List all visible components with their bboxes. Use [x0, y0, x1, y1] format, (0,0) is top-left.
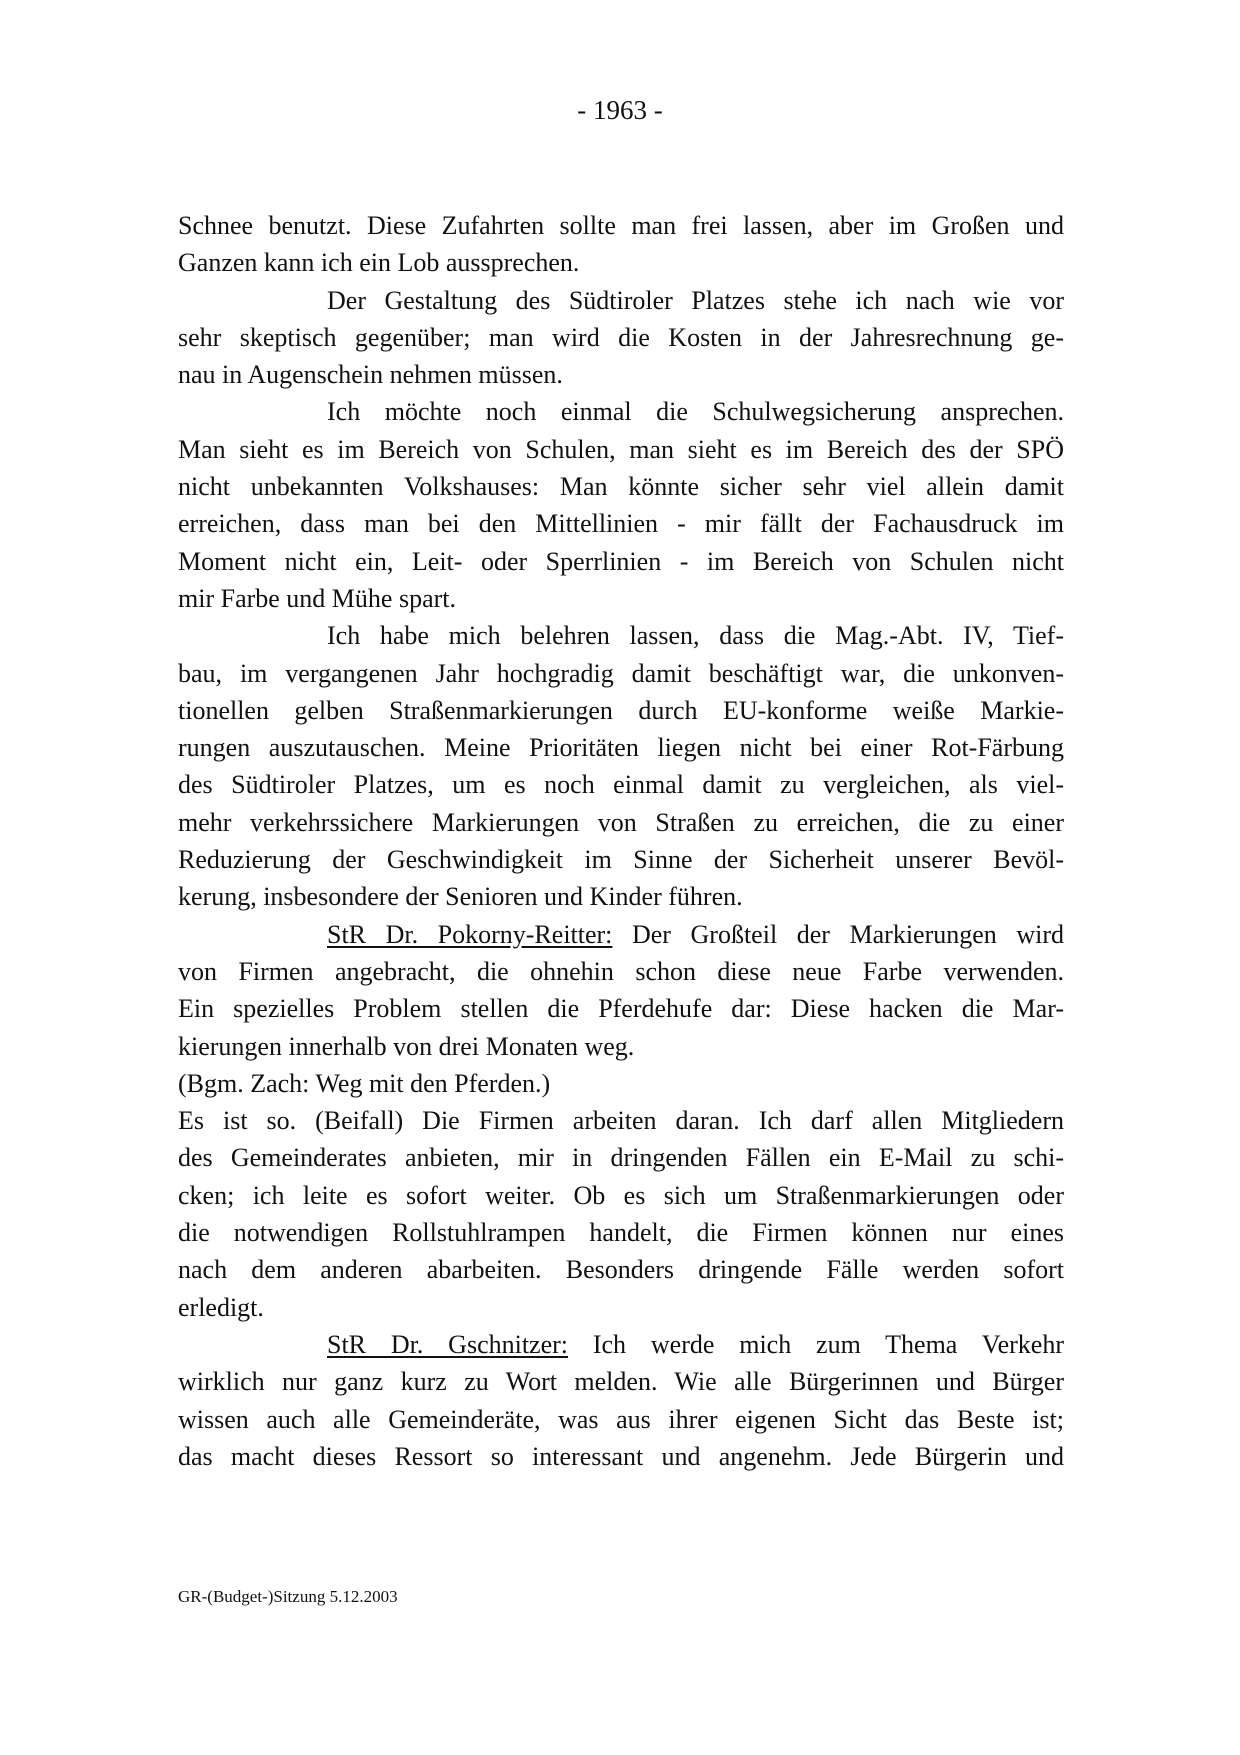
text-line [178, 1326, 1064, 1363]
text-line: tionellen gelben Straßenmarkierungen durch EU-konforme weiße Markie- [178, 695, 1064, 725]
text-line: mehr verkehrssichere Markierungen von Straßen zu erreichen, die zu einer [178, 807, 1064, 837]
text-line [178, 916, 1064, 953]
text-line: Reduzierung der Geschwindigkeit im Sinne der Sicherheit unserer Bevöl- [178, 845, 1064, 875]
speech-text: Der Großteil der Markierungen wird [631, 919, 1064, 949]
text-line: Ich möchte noch einmal die Schulwegsicherung ansprechen. [327, 397, 1064, 427]
text-line: bau, im vergangenen Jahr hochgradig damit beschäftigt war, die unkonven- [178, 658, 1064, 688]
text-line: kerung, insbesondere der Senioren und Kinder führen. [178, 882, 743, 912]
speech-text: Ich werde mich zum Thema Verkehr [592, 1329, 1064, 1359]
text-line: kierungen innerhalb von drei Monaten weg. [178, 1031, 635, 1061]
text-line: Der Gestaltung des Südtiroler Platzes stehe ich nach wie vor [327, 285, 1064, 315]
text-line: des Gemeinderates anbieten, mir in dringenden Fällen ein E-Mail zu schi- [178, 1143, 1064, 1173]
text-line: Ganzen kann ich ein Lob aussprechen. [178, 248, 580, 278]
page-number: - 1963 - [577, 95, 663, 125]
speaker-name: StR Dr. Gschnitzer: [327, 1329, 569, 1359]
text-line: Es ist so. (Beifall) Die Firmen arbeiten daran. Ich darf allen Mitgliedern [178, 1106, 1064, 1136]
text-line: cken; ich leite es sofort weiter. Ob es sich um Straßenmarkierungen oder [178, 1180, 1064, 1210]
text-line: Moment nicht ein, Leit- oder Sperrlinien - im Bereich von Schulen nicht [178, 546, 1064, 576]
footer-session-label: GR-(Budget-)Sitzung 5.12.2003 [178, 1587, 398, 1606]
text-line: sehr skeptisch gegenüber; man wird die Kosten in der Jahresrechnung ge- [178, 322, 1064, 352]
text-line: die notwendigen Rollstuhlrampen handelt, die Firmen können nur eines [178, 1218, 1064, 1248]
text-line: Ein spezielles Problem stellen die Pferdehufe dar: Diese hacken die Mar- [178, 994, 1064, 1024]
text-line: wirklich nur ganz kurz zu Wort melden. Wie alle Bürgerinnen und Bürger [178, 1367, 1064, 1397]
document-body [178, 207, 1064, 1475]
interjection-line: (Bgm. Zach: Weg mit den Pferden.) [178, 1068, 551, 1098]
text-line: wissen auch alle Gemeinderäte, was aus ihrer eigenen Sicht das Beste ist; [178, 1404, 1064, 1434]
text-line: mir Farbe und Mühe spart. [178, 583, 457, 613]
text-line: Ich habe mich belehren lassen, dass die Mag.-Abt. IV, Tief- [327, 621, 1064, 651]
text-line: erledigt. [178, 1292, 264, 1322]
speaker-name: StR Dr. Pokorny-Reitter: [327, 919, 613, 949]
text-line: nach dem anderen abarbeiten. Besonders dringende Fälle werden sofort [178, 1255, 1064, 1285]
text-line: Schnee benutzt. Diese Zufahrten sollte man frei lassen, aber im Großen und [178, 211, 1064, 240]
text-line: erreichen, dass man bei den Mittellinien - mir fällt der Fachausdruck im [178, 509, 1064, 539]
text-line: nicht unbekannten Volkshauses: Man könnte sicher sehr viel allein damit [178, 472, 1064, 502]
text-line: rungen auszutauschen. Meine Prioritäten liegen nicht bei einer Rot-Färbung [178, 733, 1064, 763]
text-line: des Südtiroler Platzes, um es noch einmal damit zu vergleichen, als viel- [178, 770, 1064, 800]
text-line: das macht dieses Ressort so interessant und angenehm. Jede Bürgerin und [178, 1441, 1064, 1471]
text-line: Man sieht es im Bereich von Schulen, man sieht es im Bereich des der SPÖ [178, 434, 1064, 464]
text-line: von Firmen angebracht, die ohnehin schon diese neue Farbe verwenden. [178, 956, 1064, 986]
text-line: nau in Augenschein nehmen müssen. [178, 360, 563, 390]
